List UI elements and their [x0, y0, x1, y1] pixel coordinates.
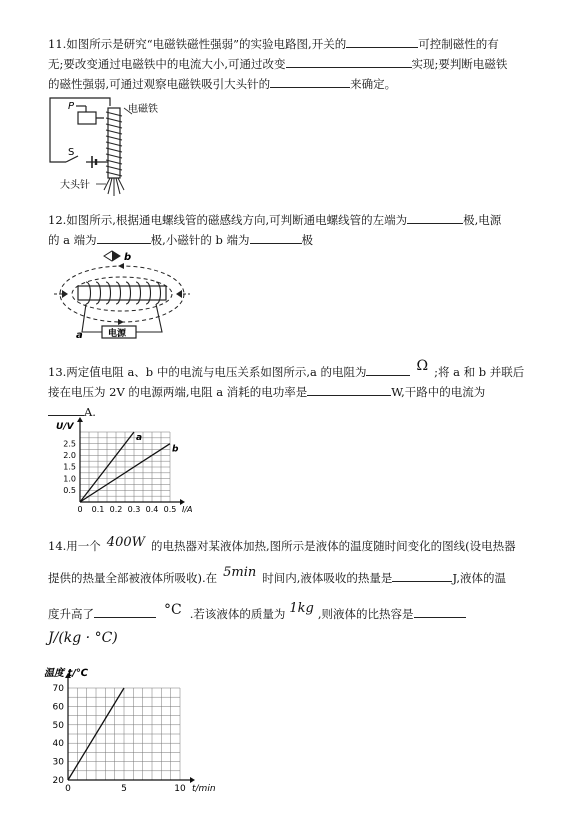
x-tick-label: 0.3 [127, 505, 141, 514]
q11-text-3b: 来确定。 [350, 77, 397, 91]
q14-line-2 [48, 565, 507, 586]
specific-heat-unit: J/(kg · °C) [48, 630, 118, 646]
q12-text-2b: 极,小磁针的 b 端为 [150, 233, 250, 247]
ohm-symbol: Ω [416, 358, 429, 374]
y-axis-label: 温度 t/℃ [44, 668, 89, 679]
q11-text-1b: 可控制磁性的有 [418, 37, 499, 51]
q11-text-3a: 的磁性强弱,可通过观察电磁铁吸引大头针的 [48, 77, 271, 91]
q13-text-2b: W,干路中的电流为 [391, 385, 486, 399]
q14-text-2b: 时间内,液体吸收的热量是 [262, 571, 393, 585]
q12-line-1 [48, 212, 501, 228]
label-power: 电源 [108, 329, 127, 339]
y-tick-label: 70 [52, 684, 64, 694]
x-axis-arrow [190, 777, 195, 783]
q14-blank-2[interactable] [94, 606, 156, 618]
q11-text-2a: 无;要改变通过电磁铁中的电流大小,可通过改变 [48, 57, 286, 71]
y-tick-label: 40 [52, 739, 64, 750]
y-tick-label: 1.0 [63, 474, 76, 484]
q11-blank-2[interactable] [286, 56, 412, 68]
q14-text-3c: ,则液体的比热容是 [317, 607, 414, 621]
q13-text-1a: 13.两定值电阻 a、b 中的电流与电压关系如图所示,a 的电阻为 [48, 365, 367, 379]
series-label-b: b [172, 444, 179, 455]
q14-text-1b: 的电热器对某液体加热,图所示是液体的温度随时间变化的图线(设电热器 [150, 539, 516, 553]
y-tick-label: 20 [52, 776, 64, 786]
x-tick-label: 0.1 [91, 505, 105, 514]
q13-line-1 [48, 358, 525, 380]
y-axis-label: U/V [56, 422, 74, 432]
x-tick-label: 5 [121, 784, 127, 794]
rheostat [78, 112, 96, 124]
x-axis-label: I/A [182, 505, 193, 514]
y-tick-label: 0.5 [63, 486, 76, 495]
q14-line-3 [48, 601, 466, 622]
x-axis-label: t/min [192, 784, 216, 794]
x-tick-label: 0.5 [163, 505, 177, 514]
q14-text-3a: 度升高了 [48, 607, 94, 621]
label-b: b [124, 252, 132, 263]
q13-line-2 [48, 384, 485, 400]
q11-blank-3[interactable] [270, 76, 350, 88]
label-a: a [76, 330, 83, 341]
time-value: 5min [223, 565, 257, 580]
q11-text-2b: 实现;要判断电磁铁 [411, 57, 508, 71]
q12-blank-3[interactable] [250, 232, 302, 244]
q13-line-3 [48, 404, 96, 419]
q14-text-2c: J,液体的温 [452, 571, 507, 585]
q13-blank-3[interactable] [48, 404, 84, 416]
q11-line-3 [48, 76, 396, 92]
q11-electromagnet-circuit [48, 96, 168, 200]
x-tick-label: 10 [174, 784, 186, 794]
label-electromagnet: 电磁铁 [128, 104, 158, 115]
q13-text-1b: ;将 a 和 b 并联后 [434, 365, 525, 379]
q13-blank-2[interactable] [307, 384, 391, 396]
y-tick-label: 1.5 [63, 462, 76, 472]
q12-text-1b: 极,电源 [463, 213, 502, 227]
q12-text-2a: 的 a 端为 [48, 233, 97, 247]
q13-text-3b: A. [84, 405, 96, 419]
q12-text-2c: 极 [301, 233, 313, 247]
q11-text-1a: 11.如图所示是研究“电磁铁磁性强弱”的实验电路图,开关的 [48, 37, 347, 51]
q14-text-3b: .若该液体的质量为 [189, 607, 286, 621]
series-label-a: a [136, 433, 143, 443]
y-tick-label: 50 [52, 720, 64, 731]
label-P: P [68, 101, 75, 112]
x-tick-label: 0 [65, 784, 71, 794]
q13-blank-1[interactable] [366, 364, 410, 376]
x-tick-label: 0.2 [109, 505, 123, 514]
q12-blank-2[interactable] [97, 232, 151, 244]
y-tick-label: 2.5 [63, 439, 76, 449]
y-tick-label: 30 [52, 757, 64, 768]
q14-text-2a: 提供的热量全部被液体所吸收).在 [48, 571, 218, 585]
label-pins: 大头针 [60, 180, 90, 191]
q11-blank-1[interactable] [346, 36, 418, 48]
q12-solenoid-figure [52, 246, 192, 342]
label-S: S [68, 147, 75, 158]
mass-value: 1kg [289, 601, 314, 616]
q12-blank-1[interactable] [407, 212, 463, 224]
q14-temperature-chart [40, 662, 216, 802]
q14-line-1 [48, 535, 516, 554]
q14-blank-1[interactable] [392, 570, 452, 582]
y-tick-label: 2.0 [63, 451, 76, 460]
q12-text-1a: 12.如图所示,根据通电螺线管的磁感线方向,可判断通电螺线管的左端为 [48, 213, 408, 227]
x-tick-label: 0.4 [145, 505, 159, 514]
y-tick-label: 60 [52, 702, 64, 713]
q14-blank-3[interactable] [414, 606, 466, 618]
q13-text-2a: 接在电压为 2V 的电源两端,电阻 a 消耗的电功率是 [48, 385, 308, 399]
q11-line-2 [48, 56, 507, 72]
q13-iu-chart [52, 420, 198, 516]
power-value: 400W [106, 535, 145, 550]
x-tick-label: 0 [77, 505, 83, 514]
q14-text-1a: 14.用一个 [48, 539, 101, 553]
q11-line-1 [48, 36, 499, 52]
degree-celsius: °C [164, 602, 182, 618]
